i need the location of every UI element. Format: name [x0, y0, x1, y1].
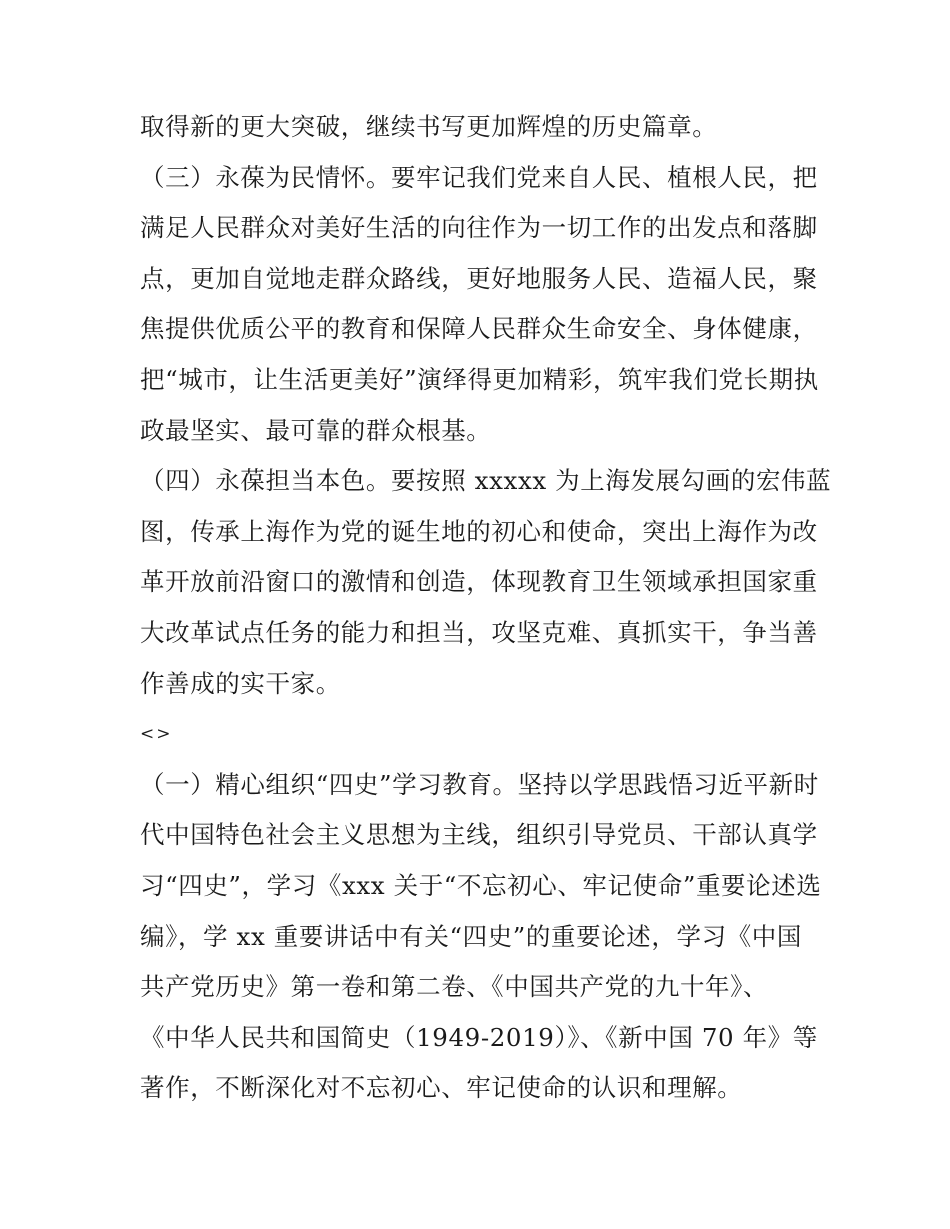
text-line: 共产党历史》第一卷和第二卷、《中国共产党的九十年》、	[140, 972, 769, 1002]
text-line: 图，传承上海作为党的诞生地的初心和使命，突出上海作为改	[140, 516, 818, 546]
text-line: 取得新的更大突破，继续书写更加辉煌的历史篇章。	[140, 112, 718, 141]
text-line: 政最坚实、最可靠的群众根基。	[140, 415, 492, 445]
text-line: 满足人民群众对美好生活的向往作为一切工作的出发点和落脚	[140, 213, 818, 243]
text-line: 把“城市，让生活更美好”演绎得更加精彩，筑牢我们党长期执	[140, 364, 819, 394]
text-line: 习“四史”，学习《xxx 关于“不忘初心、牢记使命”重要论述选	[140, 870, 822, 900]
paragraph-four-heading-line: （四）永葆担当本色。要按照 xxxxx 为上海发展勾画的宏伟蓝	[140, 466, 832, 496]
text-line: 代中国特色社会主义思想为主线，组织引导党员、干部认真学	[140, 820, 818, 850]
text-line: 大改革试点任务的能力和担当，攻坚克难、真抓实干，争当善	[140, 617, 818, 647]
text-line: 编》，学 xx 重要讲话中有关“四史”的重要论述，学习《中国	[140, 921, 803, 951]
section-marker: <>	[140, 724, 173, 745]
text-line: 著作，不断深化对不忘初心、牢记使命的认识和理解。	[140, 1073, 743, 1103]
paragraph-one-heading-line: （一）精心组织“四史”学习教育。坚持以学思践悟习近平新时	[140, 769, 819, 799]
text-line: 点，更加自觉地走群众路线，更好地服务人民、造福人民，聚	[140, 263, 818, 293]
paragraph-three-heading-line: （三）永葆为民情怀。要牢记我们党来自人民、植根人民，把	[140, 162, 818, 192]
text-line: 革开放前沿窗口的激情和创造，体现教育卫生领域承担国家重	[140, 567, 818, 597]
document-body	[140, 102, 832, 1114]
text-line: 焦提供优质公平的教育和保障人民群众生命安全、身体健康，	[140, 314, 818, 344]
text-line: 作善成的实干家。	[140, 668, 341, 698]
text-line: 《中华人民共和国简史（1949-2019）》、《新中国 70 年》等	[140, 1022, 818, 1052]
